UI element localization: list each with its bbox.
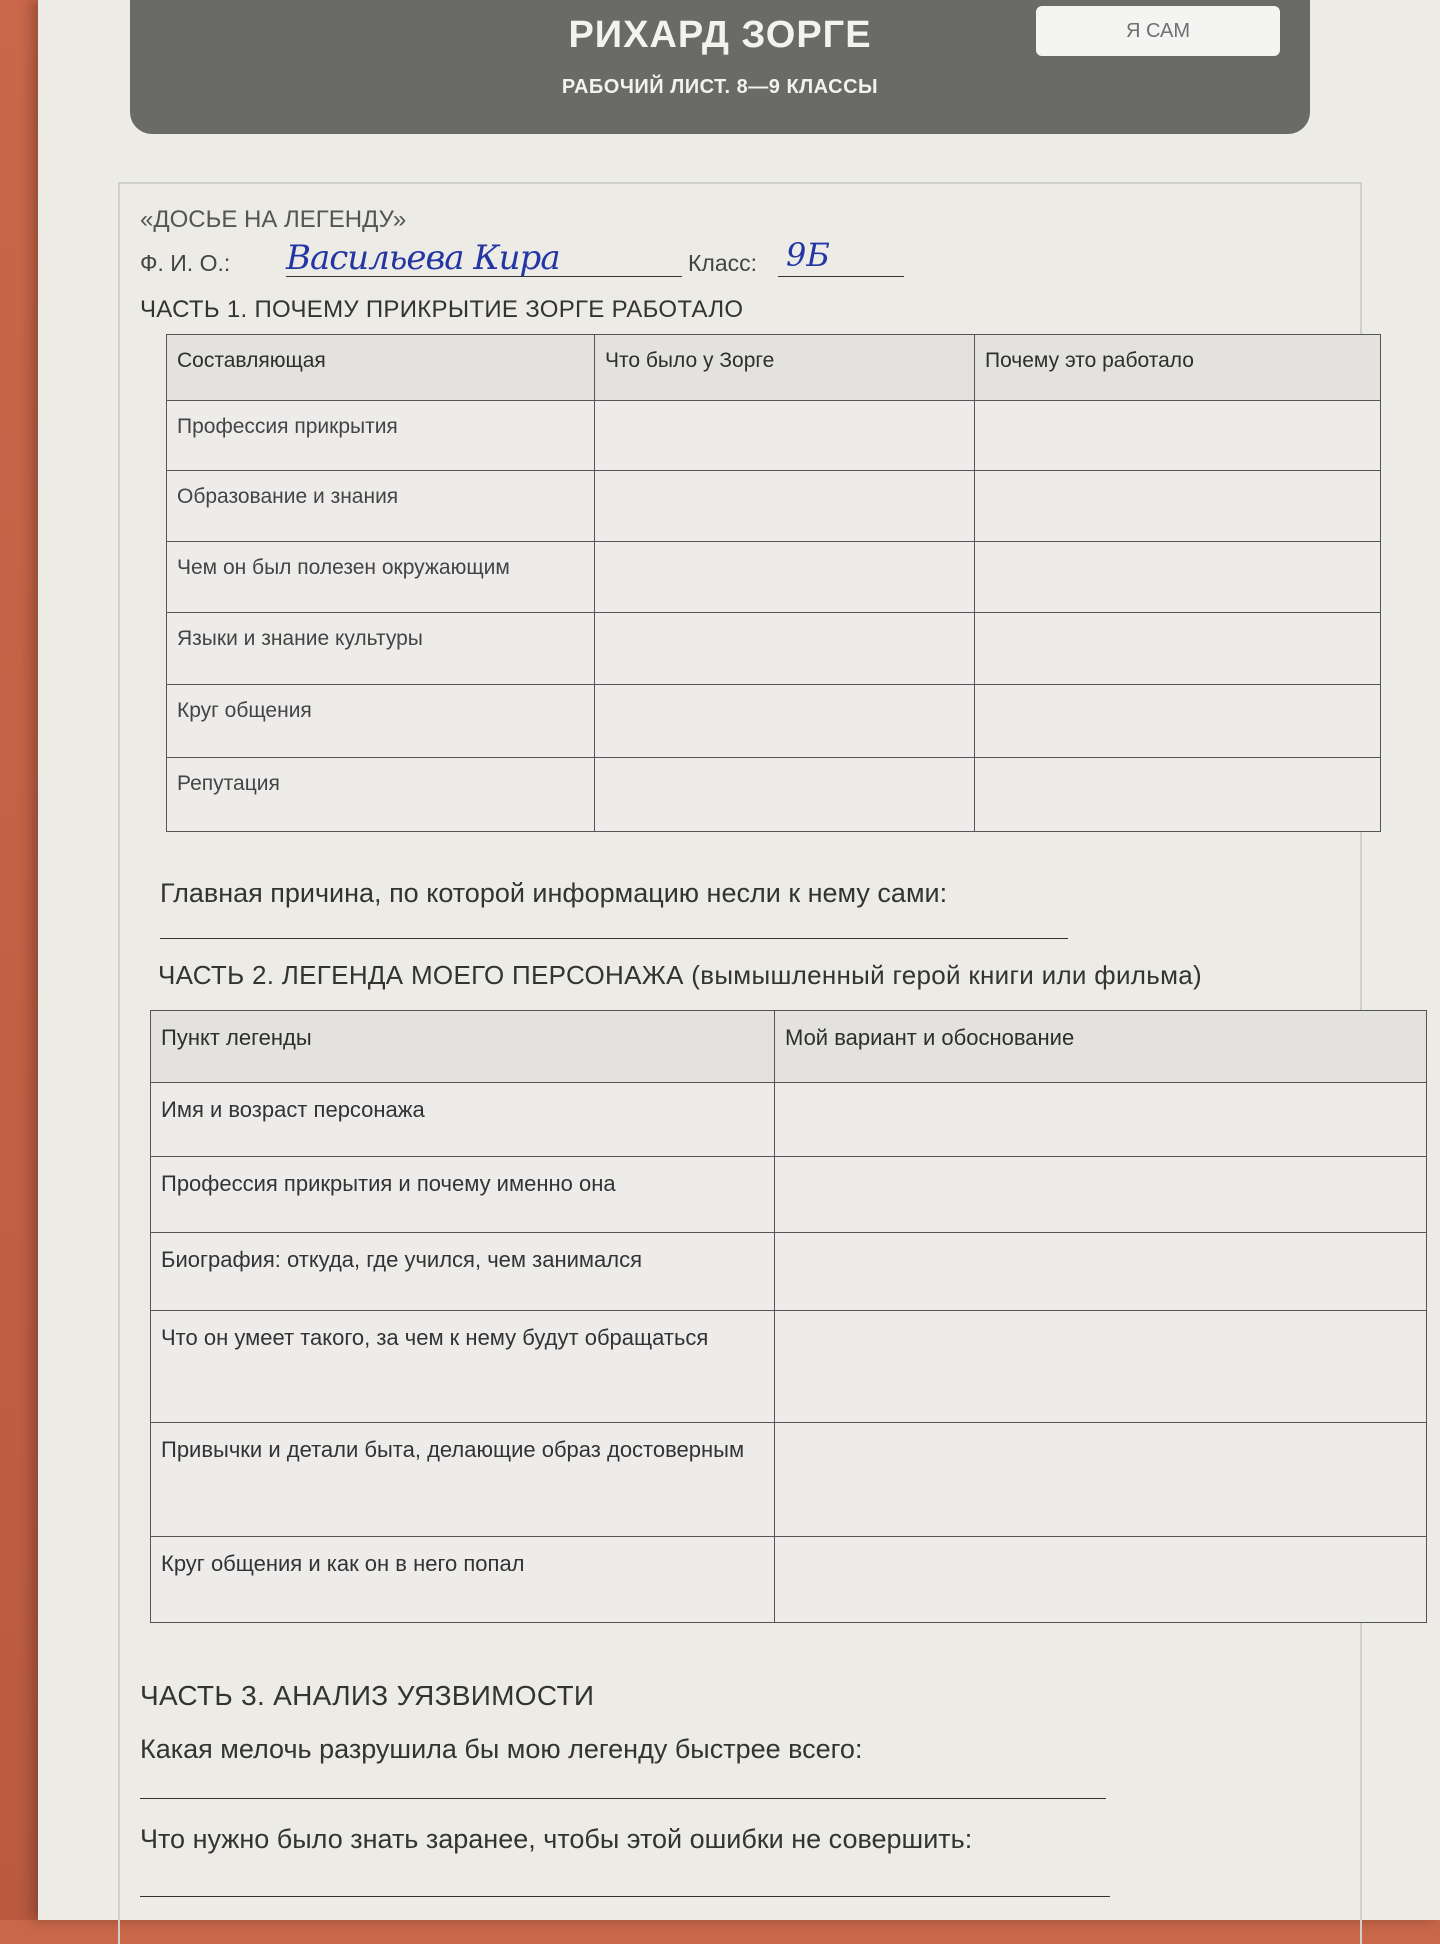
row-label: Языки и знание культуры [167, 613, 595, 685]
table-row [167, 401, 1381, 471]
dossier-title: «ДОСЬЕ НА ЛЕГЕНДУ» [140, 206, 407, 233]
header-banner [130, 0, 1310, 134]
table-row [151, 1083, 1427, 1157]
fio-label: Ф. И. О.: [140, 250, 231, 276]
row-label: Привычки и детали быта, делающие образ достоверным [151, 1423, 775, 1537]
answer-line[interactable] [160, 938, 1068, 939]
part2-table [150, 1010, 1427, 1623]
worksheet-title: РИХАРД ЗОРГЕ [568, 14, 872, 56]
table-row [151, 1233, 1427, 1311]
answer-cell[interactable] [775, 1537, 1427, 1623]
table-row [167, 613, 1381, 685]
level-badge: Я САМ [1036, 6, 1280, 56]
table-row [151, 1157, 1427, 1233]
answer-cell[interactable] [975, 685, 1381, 758]
part1-header-row [167, 335, 1381, 401]
answer-cell[interactable] [595, 471, 975, 542]
part1-title: ЧАСТЬ 1. ПОЧЕМУ ПРИКРЫТИЕ ЗОРГЕ РАБОТАЛО [140, 296, 744, 323]
class-handwritten-value[interactable]: 9Б [786, 236, 830, 274]
row-label: Имя и возраст персонажа [151, 1083, 775, 1157]
answer-cell[interactable] [595, 401, 975, 471]
table-row [151, 1423, 1427, 1537]
answer-cell[interactable] [595, 613, 975, 685]
table-row [167, 471, 1381, 542]
row-label: Образование и знания [167, 471, 595, 542]
answer-cell[interactable] [775, 1083, 1427, 1157]
table-row [167, 685, 1381, 758]
row-label: Профессия прикрытия и почему именно она [151, 1157, 775, 1233]
table-row [151, 1311, 1427, 1423]
answer-cell[interactable] [775, 1157, 1427, 1233]
answer-cell[interactable] [975, 471, 1381, 542]
row-label: Что он умеет такого, за чем к нему будут обращаться [151, 1311, 775, 1423]
class-underline [778, 276, 904, 277]
part3-title: ЧАСТЬ 3. АНАЛИЗ УЯЗВИМОСТИ [140, 1680, 595, 1711]
answer-line[interactable] [140, 1798, 1106, 1799]
answer-cell[interactable] [975, 758, 1381, 832]
answer-cell[interactable] [775, 1423, 1427, 1537]
table-row [167, 758, 1381, 832]
worksheet-subtitle: РАБОЧИЙ ЛИСТ. 8—9 КЛАССЫ [561, 76, 879, 98]
main-reason-question: Главная причина, по которой информацию несли к нему сами: [160, 878, 948, 908]
row-label: Биография: откуда, где учился, чем занимался [151, 1233, 775, 1311]
row-label: Круг общения [167, 685, 595, 758]
answer-cell[interactable] [775, 1233, 1427, 1311]
vulnerability-question-1: Какая мелочь разрушила бы мою легенду быстрее всего: [140, 1734, 863, 1764]
answer-cell[interactable] [975, 401, 1381, 471]
answer-cell[interactable] [775, 1311, 1427, 1423]
part2-header-cell: Мой вариант и обоснование [775, 1011, 1427, 1083]
fio-handwritten-value[interactable]: Васильева Кира [286, 238, 560, 278]
part1-table [166, 334, 1381, 832]
answer-cell[interactable] [975, 542, 1381, 613]
part2-title: ЧАСТЬ 2. ЛЕГЕНДА МОЕГО ПЕРСОНАЖА (вымышленный герой книги или фильма) [158, 960, 1203, 990]
answer-line[interactable] [140, 1896, 1110, 1897]
answer-cell[interactable] [975, 613, 1381, 685]
answer-cell[interactable] [595, 758, 975, 832]
answer-cell[interactable] [595, 542, 975, 613]
part1-header-cell: Что было у Зорге [595, 335, 975, 401]
table-row [167, 542, 1381, 613]
part2-header-row [151, 1011, 1427, 1083]
part1-header-cell: Почему это работало [975, 335, 1381, 401]
answer-cell[interactable] [595, 685, 975, 758]
vulnerability-question-2: Что нужно было знать заранее, чтобы этой ошибки не совершить: [140, 1824, 973, 1854]
part1-header-cell: Составляющая [167, 335, 595, 401]
class-label: Класс: [688, 250, 757, 276]
part2-header-cell: Пункт легенды [151, 1011, 775, 1083]
row-label: Репутация [167, 758, 595, 832]
row-label: Круг общения и как он в него попал [151, 1537, 775, 1623]
row-label: Профессия прикрытия [167, 401, 595, 471]
row-label: Чем он был полезен окружающим [167, 542, 595, 613]
table-row [151, 1537, 1427, 1623]
